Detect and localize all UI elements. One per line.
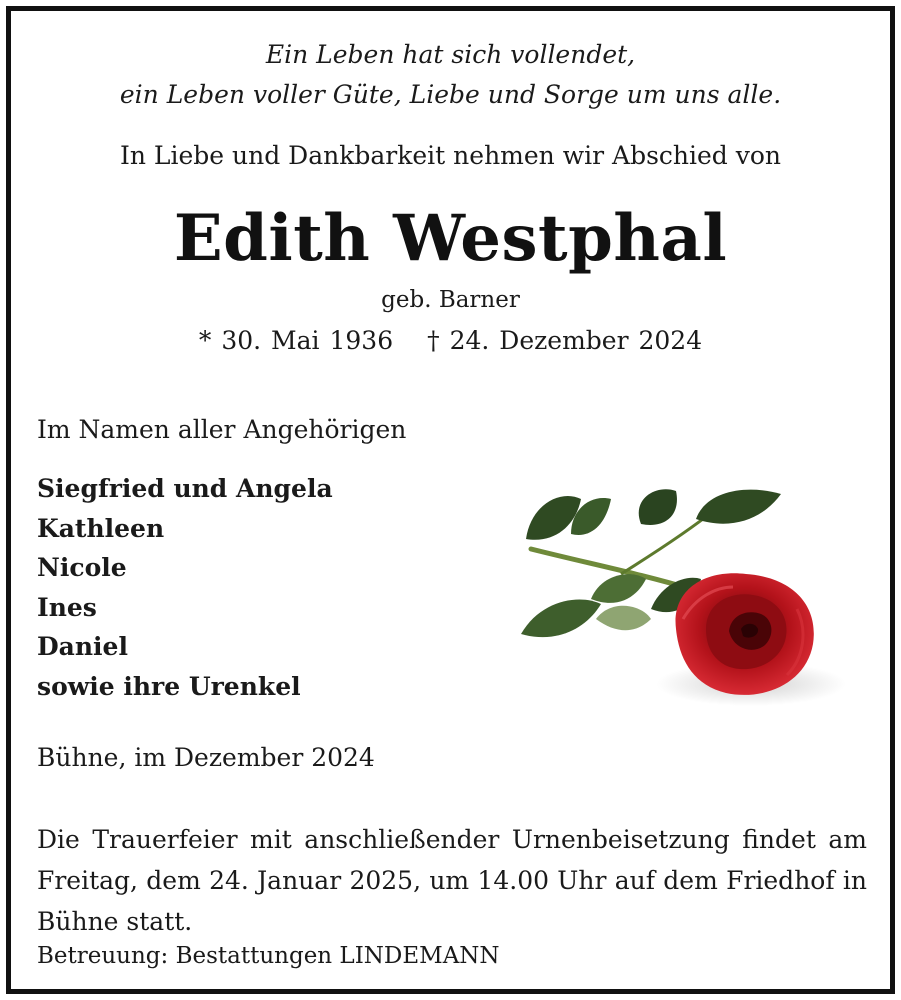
undertaker-text: Betreuung: Bestattungen LINDEMANN — [37, 943, 500, 969]
death-date: † 24. Dezember 2024 — [427, 326, 703, 355]
deceased-name: Edith Westphal — [173, 201, 728, 276]
family-member: Kathleen — [37, 513, 165, 543]
family-member: sowie ihre Urenkel — [37, 671, 301, 701]
birth-date: * 30. Mai 1936 — [198, 326, 394, 355]
obituary-frame — [6, 6, 895, 994]
family-list — [37, 469, 333, 706]
place-date: Bühne, im Dezember 2024 — [37, 743, 375, 772]
rose-icon — [501, 479, 851, 719]
on-behalf-text: Im Namen aller Angehörigen — [37, 415, 407, 444]
quote-line-1: Ein Leben hat sich vollendet, — [265, 40, 636, 69]
family-member: Daniel — [37, 632, 128, 661]
family-member: Ines — [37, 592, 97, 622]
maiden-name: geb. Barner — [381, 287, 520, 313]
intro-text: In Liebe und Dankbarkeit nehmen wir Abschied von — [119, 141, 782, 170]
life-dates — [11, 326, 890, 355]
ceremony-text: Die Trauerfeier mit anschließender Urnenbeisetzung findet am Freitag, dem 24. Januar 2025, um 14.00 Uhr auf dem Friedhof in Bühne statt. — [37, 825, 867, 936]
family-member: Siegfried und Angela — [37, 474, 333, 503]
quote-line-2: ein Leben voller Güte, Liebe und Sorge um uns alle. — [119, 80, 782, 109]
family-member: Nicole — [37, 553, 127, 582]
quote — [11, 35, 890, 115]
